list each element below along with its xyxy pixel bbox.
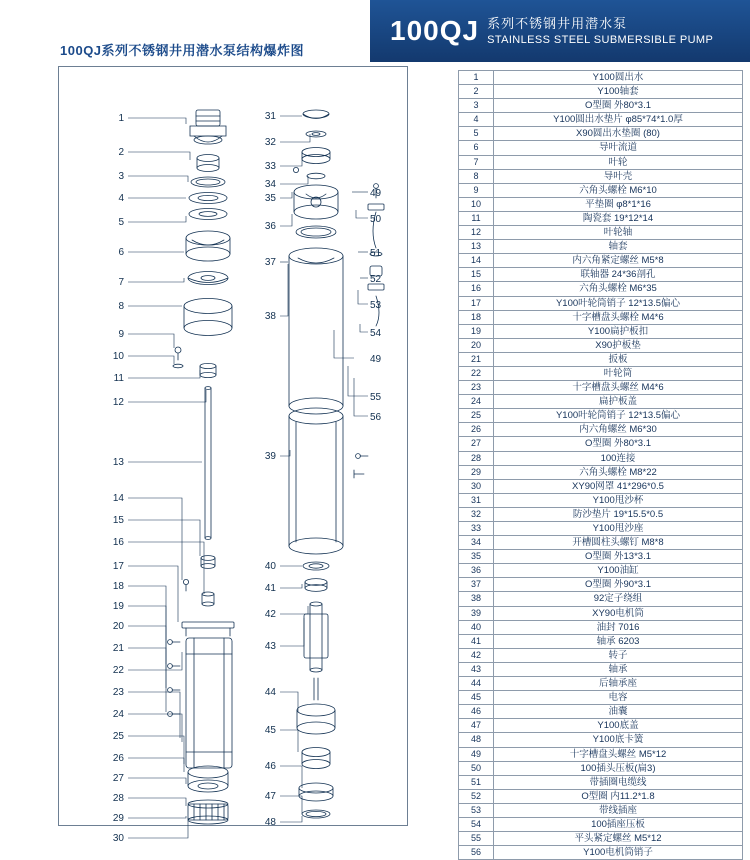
table-row <box>459 578 743 592</box>
callout-15: 15 <box>112 515 124 526</box>
table-row <box>459 493 743 507</box>
part-description-cell: Y100底卡簧 <box>494 733 743 747</box>
table-row <box>459 381 743 395</box>
callout-20: 20 <box>112 621 124 632</box>
part-number-cell: 51 <box>459 775 494 789</box>
table-row <box>459 747 743 761</box>
part-number-cell: 14 <box>459 254 494 268</box>
part-number-cell: 37 <box>459 578 494 592</box>
part-description-cell: 100插头压板(扁3) <box>494 761 743 775</box>
table-row <box>459 550 743 564</box>
callout-36: 36 <box>264 221 276 232</box>
callout-55: 55 <box>370 392 382 403</box>
part-number-cell: 3 <box>459 99 494 113</box>
part-number-cell: 21 <box>459 352 494 366</box>
table-row <box>459 169 743 183</box>
callout-17: 17 <box>112 561 124 572</box>
table-row <box>459 127 743 141</box>
part-description-cell: Y100叶轮筒销子 12*13.5偏心 <box>494 409 743 423</box>
part-description-cell: O型圈 内11.2*1.8 <box>494 789 743 803</box>
part-number-cell: 42 <box>459 648 494 662</box>
table-row <box>459 592 743 606</box>
part-number-cell: 50 <box>459 761 494 775</box>
part-number-cell: 24 <box>459 395 494 409</box>
part-description-cell: 带插圈电缆线 <box>494 775 743 789</box>
callout-10: 10 <box>112 351 124 362</box>
callout-49: 49 <box>370 188 382 199</box>
part-description-cell: Y100圆出水 <box>494 71 743 85</box>
table-row <box>459 282 743 296</box>
part-description-cell: Y100电机筒销子 <box>494 846 743 860</box>
part-number-cell: 47 <box>459 719 494 733</box>
part-description-cell: 十字槽盘头螺栓 M4*6 <box>494 310 743 324</box>
callout-34: 34 <box>264 179 276 190</box>
part-description-cell: O型圈 外80*3.1 <box>494 99 743 113</box>
table-row <box>459 85 743 99</box>
part-number-cell: 46 <box>459 705 494 719</box>
table-row <box>459 832 743 846</box>
part-description-cell: 100连接 <box>494 451 743 465</box>
part-description-cell: 平头紧定螺丝 M5*12 <box>494 832 743 846</box>
part-number-cell: 1 <box>459 71 494 85</box>
part-description-cell: Y100叶轮筒销子 12*13.5偏心 <box>494 296 743 310</box>
callout-11: 11 <box>113 373 124 384</box>
part-number-cell: 36 <box>459 564 494 578</box>
table-row <box>459 465 743 479</box>
part-number-cell: 56 <box>459 846 494 860</box>
part-description-cell: 92定子绕组 <box>494 592 743 606</box>
table-row <box>459 296 743 310</box>
part-number-cell: 48 <box>459 733 494 747</box>
part-description-cell: XY90网罩 41*296*0.5 <box>494 479 743 493</box>
table-row <box>459 141 743 155</box>
table-row <box>459 846 743 860</box>
part-number-cell: 11 <box>459 211 494 225</box>
callout-35: 35 <box>264 193 276 204</box>
part-number-cell: 9 <box>459 183 494 197</box>
part-number-cell: 39 <box>459 606 494 620</box>
part-description-cell: 防沙垫片 19*15.5*0.5 <box>494 507 743 521</box>
part-description-cell: Y100甩沙杯 <box>494 493 743 507</box>
callout-14: 14 <box>112 493 124 504</box>
part-description-cell: Y100底盖 <box>494 719 743 733</box>
table-row <box>459 366 743 380</box>
callout-12: 12 <box>112 397 124 408</box>
part-number-cell: 34 <box>459 536 494 550</box>
part-description-cell: 轴套 <box>494 240 743 254</box>
part-number-cell: 17 <box>459 296 494 310</box>
callout-52: 52 <box>370 274 382 285</box>
callout-6: 6 <box>118 247 124 258</box>
part-number-cell: 10 <box>459 197 494 211</box>
part-number-cell: 35 <box>459 550 494 564</box>
callout-45: 45 <box>264 725 276 736</box>
pump-model: 100QJ <box>390 15 480 46</box>
part-description-cell: 内六角螺丝 M6*30 <box>494 423 743 437</box>
header-titles <box>487 14 713 47</box>
parts-list-table <box>458 70 743 860</box>
part-number-cell: 30 <box>459 479 494 493</box>
part-description-cell: 六角头螺栓 M6*35 <box>494 282 743 296</box>
table-row <box>459 197 743 211</box>
table-row <box>459 648 743 662</box>
part-number-cell: 44 <box>459 677 494 691</box>
part-number-cell: 27 <box>459 437 494 451</box>
part-description-cell: Y100扁护板扣 <box>494 324 743 338</box>
part-number-cell: 33 <box>459 522 494 536</box>
table-row <box>459 310 743 324</box>
part-description-cell: 十字槽盘头螺丝 M5*12 <box>494 747 743 761</box>
callout-53: 53 <box>370 300 382 311</box>
table-row <box>459 324 743 338</box>
part-description-cell: 平垫圈 φ8*1*16 <box>494 197 743 211</box>
table-row <box>459 352 743 366</box>
part-number-cell: 26 <box>459 423 494 437</box>
part-description-cell: 导叶流道 <box>494 141 743 155</box>
part-description-cell: 扁护板盖 <box>494 395 743 409</box>
callout-49b: 49 <box>370 354 382 365</box>
callout-13: 13 <box>112 457 124 468</box>
callout-1: 1 <box>118 113 124 124</box>
table-row <box>459 155 743 169</box>
part-description-cell: 陶瓷套 19*12*14 <box>494 211 743 225</box>
part-number-cell: 2 <box>459 85 494 99</box>
callout-44: 44 <box>264 687 276 698</box>
part-number-cell: 43 <box>459 662 494 676</box>
callout-39: 39 <box>264 451 276 462</box>
part-description-cell: O型圈 外13*3.1 <box>494 550 743 564</box>
part-number-cell: 41 <box>459 634 494 648</box>
table-row <box>459 564 743 578</box>
part-description-cell: 导叶壳 <box>494 169 743 183</box>
callout-50: 50 <box>370 214 382 225</box>
table-row <box>459 536 743 550</box>
callout-43: 43 <box>264 641 276 652</box>
callout-8: 8 <box>118 301 124 312</box>
part-number-cell: 4 <box>459 113 494 127</box>
table-row <box>459 606 743 620</box>
part-description-cell: 内六角紧定螺丝 M5*8 <box>494 254 743 268</box>
table-row <box>459 268 743 282</box>
part-number-cell: 8 <box>459 169 494 183</box>
table-row <box>459 71 743 85</box>
part-description-cell: 油封 7016 <box>494 620 743 634</box>
callout-29: 29 <box>112 813 124 824</box>
table-row <box>459 409 743 423</box>
part-description-cell: 油囊 <box>494 705 743 719</box>
callout-54: 54 <box>370 328 382 339</box>
table-row <box>459 691 743 705</box>
part-description-cell: X90圆出水垫圈 (80) <box>494 127 743 141</box>
callout-46: 46 <box>264 761 276 772</box>
part-description-cell: 100插座压板 <box>494 817 743 831</box>
part-number-cell: 55 <box>459 832 494 846</box>
callout-38: 38 <box>264 311 276 322</box>
part-description-cell: 叶轮 <box>494 155 743 169</box>
table-row <box>459 183 743 197</box>
table-row <box>459 226 743 240</box>
part-number-cell: 52 <box>459 789 494 803</box>
header-title-en: STAINLESS STEEL SUBMERSIBLE PUMP <box>487 34 714 47</box>
part-description-cell: 十字槽盘头螺丝 M4*6 <box>494 381 743 395</box>
part-description-cell: 电容 <box>494 691 743 705</box>
table-row <box>459 634 743 648</box>
table-row <box>459 113 743 127</box>
table-row <box>459 803 743 817</box>
callout-41: 41 <box>264 583 276 594</box>
table-row <box>459 99 743 113</box>
callout-37: 37 <box>264 257 276 268</box>
callout-31: 31 <box>264 111 276 122</box>
callout-4: 4 <box>118 193 124 204</box>
part-number-cell: 22 <box>459 366 494 380</box>
table-row <box>459 395 743 409</box>
callout-16: 16 <box>112 537 124 548</box>
callout-2: 2 <box>118 147 124 158</box>
part-description-cell: X90护板垫 <box>494 338 743 352</box>
part-number-cell: 19 <box>459 324 494 338</box>
callout-23: 23 <box>112 687 124 698</box>
part-number-cell: 23 <box>459 381 494 395</box>
callout-27: 27 <box>112 773 124 784</box>
table-row <box>459 662 743 676</box>
table-row <box>459 677 743 691</box>
part-number-cell: 38 <box>459 592 494 606</box>
callout-24: 24 <box>112 709 124 720</box>
table-row <box>459 775 743 789</box>
table-row <box>459 437 743 451</box>
part-number-cell: 25 <box>459 409 494 423</box>
callout-33: 33 <box>264 161 276 172</box>
part-number-cell: 18 <box>459 310 494 324</box>
callout-9: 9 <box>118 329 124 340</box>
part-description-cell: O型圈 外80*3.1 <box>494 437 743 451</box>
table-row <box>459 423 743 437</box>
part-description-cell: 轴承 6203 <box>494 634 743 648</box>
table-row <box>459 479 743 493</box>
table-row <box>459 733 743 747</box>
table-row <box>459 240 743 254</box>
callout-51: 51 <box>370 248 382 259</box>
callout-47: 47 <box>264 791 276 802</box>
table-row <box>459 338 743 352</box>
table-row <box>459 761 743 775</box>
part-number-cell: 31 <box>459 493 494 507</box>
callout-28: 28 <box>112 793 124 804</box>
part-number-cell: 13 <box>459 240 494 254</box>
table-row <box>459 705 743 719</box>
callout-48: 48 <box>264 817 276 828</box>
part-number-cell: 45 <box>459 691 494 705</box>
part-description-cell: Y100油缸 <box>494 564 743 578</box>
callout-19: 19 <box>112 601 124 612</box>
part-description-cell: O型圈 外90*3.1 <box>494 578 743 592</box>
callout-42: 42 <box>264 609 276 620</box>
part-description-cell: 轴承 <box>494 662 743 676</box>
diagram-title: 100QJ系列不锈钢井用潜水泵结构爆炸图 <box>60 43 305 58</box>
part-number-cell: 53 <box>459 803 494 817</box>
part-description-cell: Y100轴套 <box>494 85 743 99</box>
part-number-cell: 32 <box>459 507 494 521</box>
part-description-cell: 后轴承座 <box>494 677 743 691</box>
part-number-cell: 16 <box>459 282 494 296</box>
part-number-cell: 40 <box>459 620 494 634</box>
callout-56: 56 <box>370 412 382 423</box>
callout-3: 3 <box>118 171 124 182</box>
callout-40: 40 <box>264 561 276 572</box>
part-description-cell: 开槽圆柱头螺钉 M8*8 <box>494 536 743 550</box>
callout-5: 5 <box>118 217 124 228</box>
part-description-cell: 六角头螺栓 M6*10 <box>494 183 743 197</box>
header-banner <box>370 0 750 62</box>
part-number-cell: 5 <box>459 127 494 141</box>
part-number-cell: 49 <box>459 747 494 761</box>
table-row <box>459 620 743 634</box>
exploded-view-drawing <box>58 66 408 844</box>
header-title-cn: 系列不锈钢井用潜水泵 <box>487 16 628 32</box>
part-number-cell: 28 <box>459 451 494 465</box>
part-description-cell: Y100圆出水垫片 φ85*74*1.0厚 <box>494 113 743 127</box>
table-row <box>459 211 743 225</box>
part-number-cell: 20 <box>459 338 494 352</box>
part-number-cell: 12 <box>459 226 494 240</box>
part-number-cell: 29 <box>459 465 494 479</box>
part-description-cell: XY90电机筒 <box>494 606 743 620</box>
callout-25: 25 <box>112 731 124 742</box>
part-description-cell: 六角头螺栓 M8*22 <box>494 465 743 479</box>
callout-21: 21 <box>112 643 124 654</box>
part-description-cell: 转子 <box>494 648 743 662</box>
callout-32: 32 <box>264 137 276 148</box>
parts-list-body <box>459 71 743 860</box>
callout-7: 7 <box>118 277 124 288</box>
callout-22: 22 <box>112 665 124 676</box>
table-row <box>459 817 743 831</box>
table-row <box>459 254 743 268</box>
callout-18: 18 <box>112 581 124 592</box>
part-description-cell: 扳板 <box>494 352 743 366</box>
table-row <box>459 719 743 733</box>
part-description-cell: 叶轮筒 <box>494 366 743 380</box>
table-row <box>459 451 743 465</box>
part-description-cell: 叶轮轴 <box>494 226 743 240</box>
part-description-cell: 带线插座 <box>494 803 743 817</box>
part-description-cell: 联轴器 24*36剖孔 <box>494 268 743 282</box>
part-number-cell: 6 <box>459 141 494 155</box>
table-row <box>459 507 743 521</box>
part-number-cell: 7 <box>459 155 494 169</box>
table-row <box>459 522 743 536</box>
part-number-cell: 54 <box>459 817 494 831</box>
table-row <box>459 789 743 803</box>
part-number-cell: 15 <box>459 268 494 282</box>
callout-30: 30 <box>112 833 124 844</box>
part-description-cell: Y100甩沙座 <box>494 522 743 536</box>
callout-26: 26 <box>112 753 124 764</box>
